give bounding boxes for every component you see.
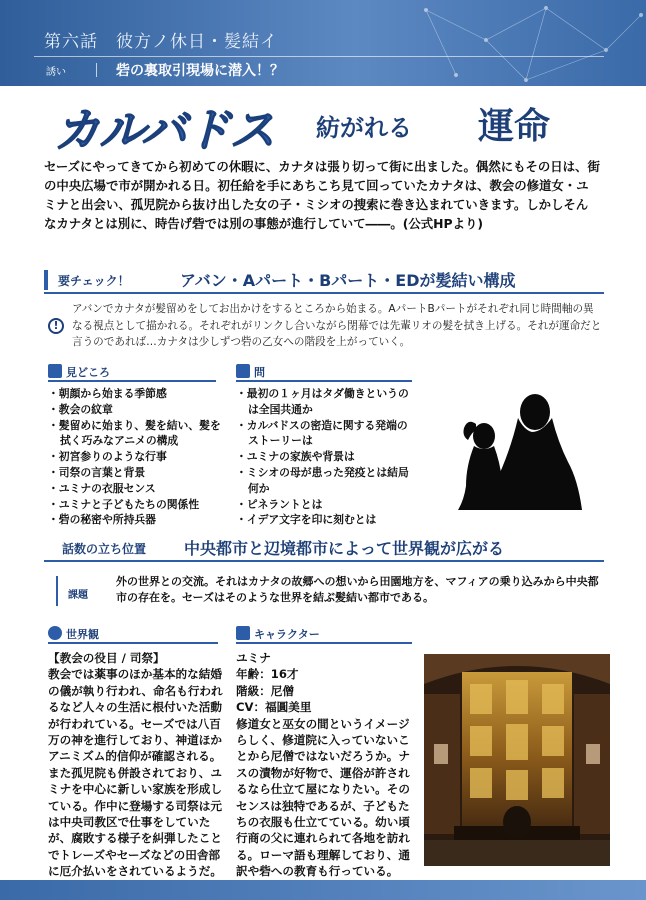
header-band xyxy=(0,0,646,86)
subtitle: 砦の裏取引現場に潜入！？ xyxy=(116,63,284,79)
title-end: 運命 xyxy=(478,106,551,147)
toi-underline xyxy=(236,380,412,382)
check-text: アバンでカナタが髪留めをしてお出かけをするところから始まる。AパートBパートがそれぞれ同じ時間軸の異なる視点として描かれる。それぞれがリンクし合いながら閉幕では先輩リオの髪を拭き上げる。それが運命だと言うのであれば…カナタは少しずつ砦の乙女への階段を上がっていく。 xyxy=(72,303,602,348)
midokoro-list xyxy=(48,386,228,528)
character-label: キャラクター xyxy=(254,628,320,641)
footer-band xyxy=(0,880,646,900)
intro-paragraph: セーズにやってきてから初めての休暇に、カナタは張り切って街に出ました。偶然にもその日は、街の中央広場で市が開かれる日。初任給を手にあちこち見て回っていたカナタは、教会の修道女・ユミナと出会い、孤児院から抜け出した女の子・ミシオの捜索に巻き込まれていきます。しかしそんなカナタとは別に、時告げ砦では別の事態が進行していて――。(公式HPより) xyxy=(44,159,600,231)
bookmark-icon xyxy=(48,364,62,378)
kadai-label: 課題 xyxy=(68,590,88,601)
exclamation-icon: ! xyxy=(48,318,64,334)
list-item: ・ ユミナの衣服センス xyxy=(48,481,228,497)
sekaikan-heading: 【教会の役目 / 司祭】 xyxy=(48,651,165,665)
subtitle-bar xyxy=(34,56,604,82)
list-item: ・ ユミナの家族や背景は xyxy=(236,449,412,465)
list-item: ・ 初宮参りのような行事 xyxy=(48,449,228,465)
list-item: ・ 朝顔から始まる季節感 xyxy=(48,386,228,402)
silhouette-image xyxy=(432,384,582,512)
character-name: ユミナ xyxy=(236,651,271,665)
character-text: 修道女と巫女の間というイメージらしく、修道院に入っていないことから尼僧ではないだろうか。ナスの漬物が好物で、運俗が許されるなら仕立て屋になりたい。そのセンスは独特であるが、子どもたちの衣服も仕立てている。幼い頃行商の父に連れられて各地を訪れる。ローマ語も理解しており、通訳や砦への教育も行っている。 xyxy=(236,716,410,879)
list-item: ・ 髪留めに始まり、髪を結い、髪を拭く巧みなアニメの構成 xyxy=(48,418,228,450)
list-item: ・ 砦の秘密や所持兵器 xyxy=(48,512,228,528)
list-item: ・ ユミナと子どもたちの関係性 xyxy=(48,497,228,513)
character-underline xyxy=(236,642,412,644)
list-item: ・ 教会の紋章 xyxy=(48,402,228,418)
sekaikan-underline xyxy=(48,642,218,644)
section-underline xyxy=(44,560,604,562)
topic-label: 話数の立ち位置 xyxy=(62,542,147,556)
character-age: 年齢：16才 xyxy=(236,667,299,682)
check-title: アバン・Aパート・Bパート・EDが髪結い構成 xyxy=(180,271,516,290)
topic-title: 中央都市と辺境都市によって世界観が広がる xyxy=(184,539,505,558)
sekaikan-header xyxy=(48,624,218,644)
list-item: ・ ピネラントとは xyxy=(236,497,412,513)
character-cv: CV：福圓美里 xyxy=(236,700,312,715)
character-rank: 階級：尼僧 xyxy=(236,683,294,698)
section-bar xyxy=(44,270,48,290)
episode-title: 第六話 彼方ノ休日・髪結イ xyxy=(44,32,278,52)
check-label: 要チェック！ xyxy=(58,274,130,288)
midokoro-header xyxy=(48,362,216,382)
main-title xyxy=(54,94,614,156)
character-body xyxy=(236,650,416,880)
title-main: カルバドス xyxy=(54,103,275,157)
midokoro-label: 見どころ xyxy=(66,366,110,379)
tag-separator xyxy=(96,63,97,77)
list-item: ・ 司祭の言葉と背景 xyxy=(48,465,228,481)
list-item: ・ イデア文字を印に刻むとは xyxy=(236,512,412,528)
list-item: ・ ミシオの母が患った発疫とは結局何か xyxy=(236,465,412,497)
church-interior-photo xyxy=(424,654,610,866)
kadai-text: 外の世界との交流。それはカナタの故郷への想いから田園地方を、マフィアの乗り込みから中央都市の存在を。セーズはそのような世界を結ぶ髪結い都市である。 xyxy=(116,575,599,604)
section-underline xyxy=(44,292,604,294)
list-item: ・ カルバドスの密造に関する発端のストーリーは xyxy=(236,418,412,450)
midokoro-underline xyxy=(48,380,216,382)
toi-label: 問 xyxy=(254,366,265,379)
topic-section-header xyxy=(44,536,604,562)
toi-list xyxy=(236,386,412,528)
sekaikan-body xyxy=(48,650,224,880)
sekaikan-text: 教会では薬事のほか基本的な結婚の儀が執り行われ、命名も行われるなど人々の生活に根付いた活動が行われている。セーズでは八百万の神を進行しており、神道ほかアニミズム的信仰が確認される。また孤児院も併設されており、ユミナを中心に新しい家族を形成している。作中に登場する司祭は元は中央司教区で仕事をしていたが、腐敗する様子を糾弾したことでトレーズやセーズなどの田舎部に厄介払いをされているようだ。 xyxy=(48,667,223,879)
invite-tag: 誘い xyxy=(46,67,66,78)
title-middle: 紡がれる xyxy=(316,114,412,142)
chart-icon xyxy=(236,364,250,378)
kadai-bar xyxy=(56,576,58,606)
list-item: ・ 最初の１ヶ月はタダ働きというのは全国共通か xyxy=(236,386,412,418)
sekaikan-label: 世界観 xyxy=(66,628,99,641)
check-section-header xyxy=(44,268,604,294)
info-icon xyxy=(48,626,62,640)
chart-icon xyxy=(236,626,250,640)
character-header xyxy=(236,624,412,644)
toi-header xyxy=(236,362,412,382)
